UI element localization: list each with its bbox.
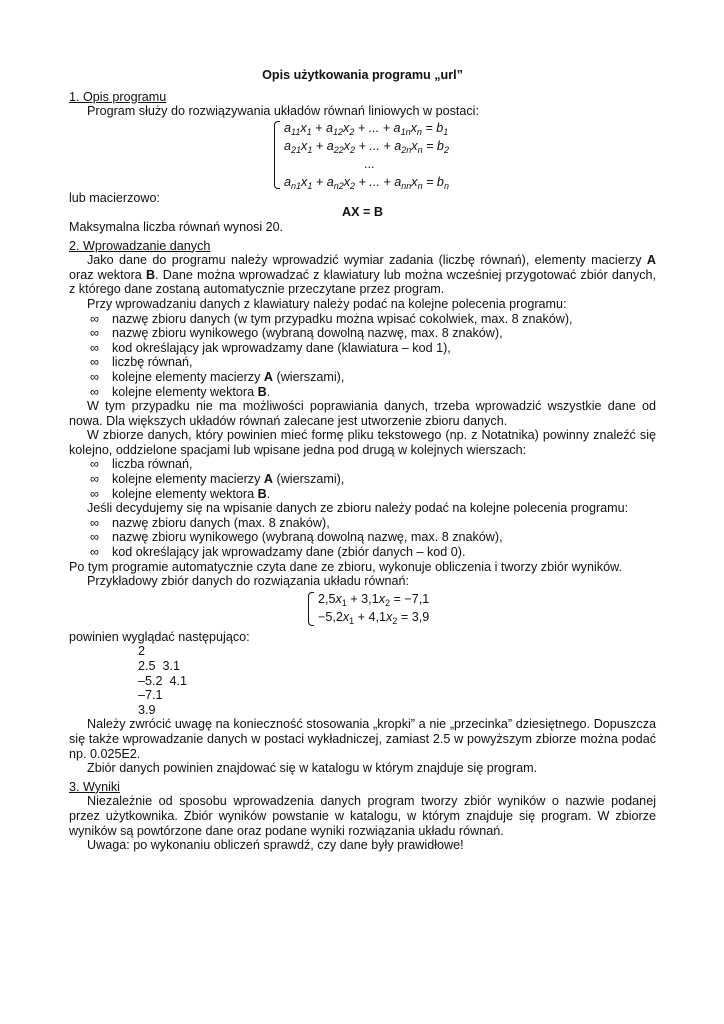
s2-p4: W zbiorze danych, który powinien mieć formę pliku tekstowego (np. z Notatnika) powinny znaleźć się kolejno, oddzielone spacjami lub wpisane jedna pod drugą w kolejnych wierszach:	[69, 428, 656, 457]
list2-item: ∞ liczba równań,	[69, 457, 656, 472]
data-line: 2	[138, 644, 146, 659]
s2-p2: Przy wprowadzaniu danych z klawiatury należy podać na kolejne polecenia programu:	[87, 296, 567, 311]
list1-item: ∞ liczbę równań,	[69, 355, 656, 370]
document-title: Opis użytkowania programu „url”	[262, 68, 463, 82]
equation-row-n: $a_{n1}x_1 + a_{n2}x_2$ + ... + $a_{nn}x_n = b_n$	[284, 174, 449, 191]
s2-p5: Jeśli decydujemy się na wpisanie danych ze zbioru należy podać na kolejne polecenia programu:	[87, 501, 629, 516]
equation-system-general	[274, 119, 656, 191]
section-1-heading: 1. Opis programu	[69, 89, 167, 104]
data-line: 2.5 3.1	[138, 659, 181, 673]
example-equation-1: $2,5x_1 + 3,1x_2 = -7,1$	[318, 591, 430, 608]
s1-max: Maksymalna liczba równań wynosi 20.	[69, 219, 284, 234]
s3-p1: Niezależnie od sposobu wprowadzenia danych program tworzy zbiór wyników o nazwie podanej przez użytkownika. Zbiór wyników powstanie w katalogu, w którym znajduje się program. W zbiorze wyników są powtórzone dane oraz podane wyniki rozwiązania układu równań.	[69, 794, 656, 838]
list1-item: ∞ kod określający jak wprowadzamy dane (klawiatura – kod 1),	[69, 341, 656, 356]
section-3-heading: 3. Wyniki	[69, 779, 120, 794]
list1-item: ∞ nazwę zbioru wynikowego (wybraną dowolną nazwę, max. 8 znaków),	[69, 326, 656, 341]
data-line: 3.9	[138, 702, 156, 717]
s3-p2: Uwaga: po wykonaniu obliczeń sprawdź, czy dane były prawidłowe!	[87, 838, 464, 853]
s2-p8: powinien wyglądać następująco:	[69, 629, 250, 644]
document	[69, 68, 656, 853]
s2-p7: Przykładowy zbiór danych do rozwiązania układu równań:	[87, 574, 410, 589]
list1-item: ∞ nazwę zbioru danych (w tym przypadku można wpisać cokolwiek, max. 8 znaków),	[69, 312, 656, 327]
list2-item: ∞ kolejne elementy wektora B.	[69, 487, 656, 502]
list3-item: ∞ kod określający jak wprowadzamy dane (zbiór danych – kod 0).	[69, 545, 656, 560]
equation-system-example	[308, 590, 656, 628]
brace	[308, 592, 314, 626]
equation-row-1: $a_{11}x_1 + a_{12}x_2$ + ... + $a_{1n}x_n = b_1$	[284, 120, 449, 137]
brace	[274, 121, 280, 189]
equation-row-2: $a_{21}x_1 + a_{22}x_2$ + ... + $a_{2n}x_n = b_2$	[284, 138, 449, 155]
matrix-equation: AX = B	[342, 205, 383, 220]
data-line: –7.1	[138, 688, 163, 703]
s2-p9: Należy zwrócić uwagę na konieczność stosowania „kropki” a nie „przecinka” dziesiętnego. Dopuszcza się także wprowadzanie danych w postaci wykładniczej, zamiast 2.5 w powyższym zbiorze można podać np. 0.025E2.	[69, 717, 656, 761]
list2-item: ∞ kolejne elementy macierzy A (wierszami),	[69, 472, 656, 487]
s2-p10: Zbiór danych powinien znajdować się w katalogu w którym znajduje się program.	[87, 761, 538, 776]
s1-intro: Program służy do rozwiązywania układów równań liniowych w postaci:	[87, 104, 479, 119]
list3-item: ∞ nazwę zbioru wynikowego (wybraną dowolną nazwę, max. 8 znaków),	[69, 530, 656, 545]
list1-item: ∞ kolejne elementy macierzy A (wierszami),	[69, 370, 656, 385]
section-2-heading: 2. Wprowadzanie danych	[69, 238, 211, 253]
example-equation-2: $-5,2x_1 + 4,1x_2 = 3,9$	[318, 609, 430, 626]
list3-item: ∞ nazwę zbioru danych (max. 8 znaków),	[69, 516, 656, 531]
data-line: –5.2 4.1	[138, 673, 188, 688]
s1-matrix-label: lub macierzowo:	[69, 190, 160, 205]
s2-p1: Jako dane do programu należy wprowadzić wymiar zadania (liczbę równań), elementy macierzy A oraz wektora B. Dane można wprowadzać z klawiatury lub można wcześniej przygotować zbiór danych, z którego dane zostaną automatycznie przeczytane przez program.	[69, 253, 656, 297]
s2-p3: W tym przypadku nie ma możliwości poprawiania danych, trzeba wprowadzić wszystkie dane od nowa. Dla większych układów równań zalecane jest utworzenie zbioru danych.	[69, 399, 656, 428]
list1-item: ∞ kolejne elementy wektora B.	[69, 385, 656, 400]
equation-row-dots: ...	[364, 156, 375, 171]
s2-p6: Po tym programie automatycznie czyta dane ze zbioru, wykonuje obliczenia i tworzy zbiór wyników.	[69, 559, 622, 574]
